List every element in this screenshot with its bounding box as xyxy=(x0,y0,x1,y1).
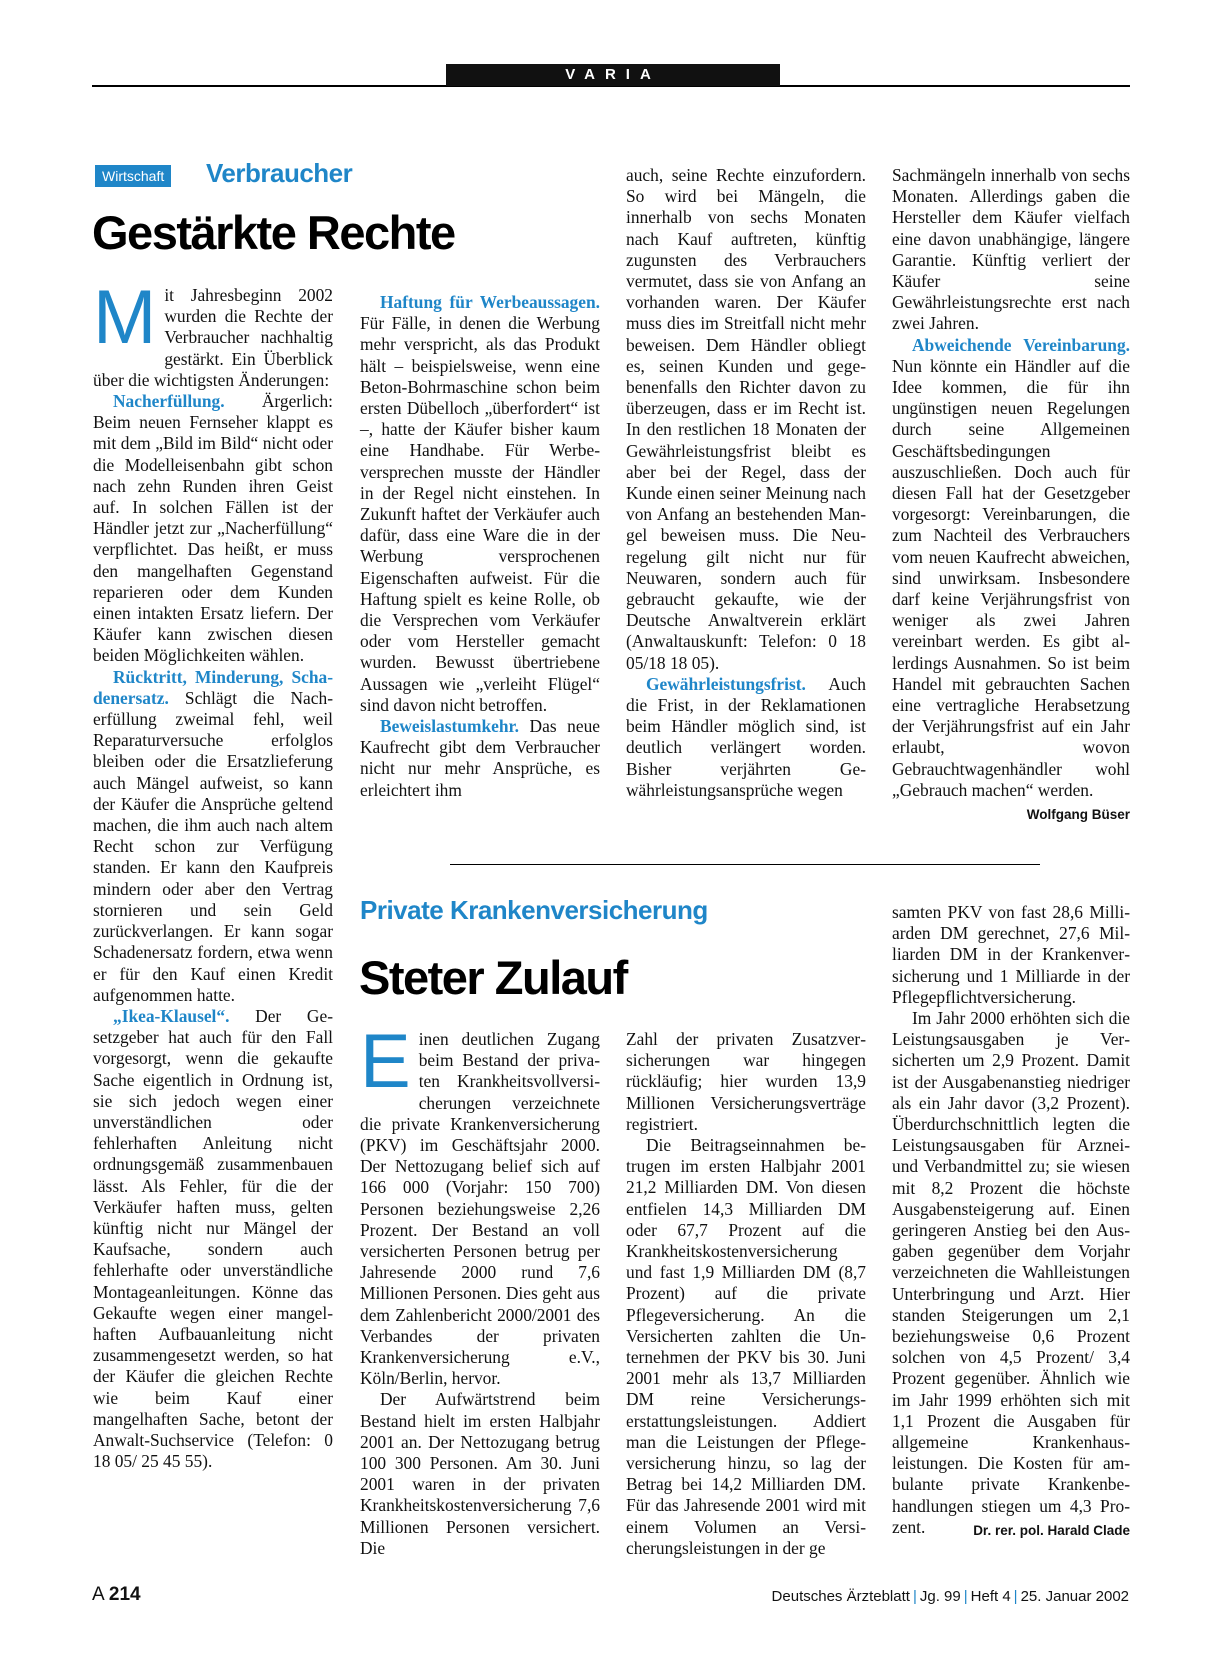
article1-paragraph: „Ikea-Klausel“. Der Gesetzgeber hat auch für den Fall vorgesorgt, wenn die gekaufte Sache eigentlich in Ordnung ist, sie sich jedoch wegen einer unverständlichen oder fehlerhaften Anleitung nicht ordnungsgemäß zusammenbauen lässt. Als Fehler, für die der Verkäufer haften muss, gelten künftig nicht nur Mängel der Kaufsache, sondern auch fehlerhafte oder unverständliche Montageanleitungen. Könne das Gekaufte wegen einer mangelhaften Aufbauanleitung nicht zusammengesetzt werden, so hat der Käufer die gleichen Rechte wie beim Kauf einer mangelhaften Sache, betont der Anwalt-Suchservice (Telefon: 0 18 05/ 25 45 55). xyxy=(93,1005,333,1472)
article2-paragraph: Zahl der privaten Zusatzversicherungen war hingegen rückläufig; hier wurden 13,9 Millionen Versicherungsverträge registriert. xyxy=(626,1029,866,1134)
page-number-value: 214 xyxy=(108,1584,141,1605)
article2-headline: Steter Zulauf xyxy=(359,951,627,1004)
category-tag: Wirtschaft xyxy=(95,165,171,187)
journal-volume: Jg. 99 xyxy=(919,1588,961,1605)
subheading: Gewährleistungsfrist. xyxy=(646,673,806,694)
article1-intro: it Jahresbeginn 2002 wurden die Rechte der Verbraucher nachhaltig gestärkt. Ein Überblick über die wichtigsten Änderungen: xyxy=(93,285,333,390)
article2-paragraph: Der Aufwärtstrend beim Bestand hielt im ersten Halbjahr 2001 an. Der Nettozugang betrug 100 300 Personen. Am 30. Juni 2001 waren in der privaten Krankheitskostenversicherung 7,6 Millionen Personen versichert. Die xyxy=(360,1389,600,1558)
article1-paragraph: Nacherfüllung. Ärgerlich: Beim neuen Fernseher klappt es mit dem „Bild im Bild“ nicht oder die Modelleisenbahn gibt schon nach zehn Runden ihren Geist auf. In solchen Fällen ist der Händler jetzt zur „Nacherfüllung“ verpflichtet. Das heißt, er muss den mangelhaften Gegenstand reparieren oder dem Kunden einen intakten Ersatz liefern. Der Käufer kann zwischen diesen beiden Möglichkeiten wählen. xyxy=(93,391,333,666)
subheading: Abweichende Vereinbarung. xyxy=(912,334,1130,355)
article2-dropcap: E xyxy=(360,1019,411,1104)
article2-paragraph: samten PKV von fast 28,6 Milliarden DM gerechnet, 27,6 Milliarden DM in der Krankenversicherung und 1 Milliarde in der Pflegepflichtversicherung. xyxy=(892,902,1130,1007)
journal-info: Deutsches Ärzteblatt | Jg. 99 | Heft 4 | 25. Januar 2002 xyxy=(771,1588,1129,1605)
subheading: „Ikea-Klausel“. xyxy=(113,1005,230,1026)
article-separator xyxy=(450,864,1040,865)
article1-paragraph: Rücktritt, Minderung, Schadenersatz. Schlägt die Nacherfüllung zweimal fehl, weil Reparaturversuche erfolglos bleiben oder die Ersatzlieferung auch Mängel aufweist, so kann der Käufer die Ansprüche geltend machen, die ihm auch nach altem Recht schon zur Verfügung standen. Er kann den Kaufpreis mindern oder aber den Vertrag stornieren und sein Geld zurückverlangen. Er kann sogar Schadenersatz fordern, etwa wenn er für den Kauf einen Kredit aufgenommen hatte. xyxy=(93,666,333,1005)
article2-paragraph: Im Jahr 2000 erhöhten sich die Leistungsausgaben je Versicherten um 2,9 Prozent. Damit ist der Ausgabenanstieg niedriger als ein Jahr davor (3,2 Prozent). Überdurchschnittlich legten die Leistungsausgaben für Arznei- und Verbandmittel zu; sie wiesen mit 8,2 Prozent die höchste Ausgabensteigerung auf. Einen geringeren Anstieg bei den Ausgaben gegenüber dem Vorjahr verzeichneten die Wahlleistungen Unterbringung und Arzt. Hier standen Steigerungen um 2,1 beziehungsweise 0,6 Prozent solchen von 4,5 Prozent/ 3,4 Prozent gegenüber. Ähnlich wie im Jahr 1999 erhöhten sich mit 1,1 Prozent die Ausgaben für allgemeine Krankenhausleistungen. Die Kosten für ambulante private Krankenbehandlungen stiegen um 4,3 Prozent. Dr. rer. pol. Harald Clade xyxy=(892,1008,1130,1538)
article1-paragraph: Abweichende Vereinbarung. Nun könnte ein Händler auf die Idee kommen, die für ihn ungünstigen neuen Regelungen durch seine Allgemeinen Geschäftsbedingungen auszuschließen. Doch auch für diesen Fall hat der Gesetzgeber vorgesorgt: Vereinbarungen, die zum Nachteil des Verbrauchers vom neuen Kaufrecht abweichen, sind unwirksam. Insbesondere darf keine Verjährungsfrist von weniger als zwei Jahren vereinbart werden. Es gibt allerdings Ausnahmen. So ist beim Handel mit gebrauchten Sachen eine vertragliche Herabsetzung der Verjährungsfrist auf ein Jahr erlaubt, wovon Gebrauchtwagenhändler wohl „Gebrauch machen“ werden. Wolfgang Büser xyxy=(892,335,1130,801)
article1-kicker: Verbraucher xyxy=(206,158,353,188)
article1-headline: Gestärkte Rechte xyxy=(92,206,455,259)
article1-paragraph: Haftung für Werbeaussagen. Für Fälle, in denen die Werbung mehr verspricht, als das Produkt hält – beispielsweise, wenn eine Beton-Bohrmaschine schon beim ersten Dübelloch „überfordert“ ist –, hatte der Käufer bisher kaum eine Handhabe. Für Werbeversprechen musste der Händler in der Regel nicht einstehen. In Zukunft haftet der Verkäufer auch dafür, dass eine Ware die in der Werbung versprochenen Eigenschaften aufweist. Für die Haftung spielt es keine Rolle, ob die Versprechen vom Verkäufer oder vom Hersteller gemacht wurden. Bewusst übertriebene Aussagen wie „verleiht Flügel“ sind davon nicht betroffen. xyxy=(360,292,600,715)
subheading: Beweislastumkehr. xyxy=(380,716,519,737)
article2-column-3 xyxy=(626,1029,866,1559)
journal-name: Deutsches Ärzteblatt xyxy=(771,1588,910,1605)
article2-paragraph: inen deutlichen Zugang beim Bestand der privaten Krankheitsvollversicherungen verzeichnete die private Krankenversicherung (PKV) im Geschäftsjahr 2000. Der Nettozugang belief sich auf 166 000 (Vorjahr: 150 700) Personen beziehungsweise 2,26 Prozent. Der Bestand an voll versicherten Personen betrug per Jahresende 2000 rund 7,6 Millionen Personen. Dies geht aus dem Zahlenbericht 2000/2001 des Verbandes der privaten Krankenversicherung e.V., Köln/Berlin, hervor. xyxy=(360,1029,600,1389)
article2-column-2 xyxy=(360,1019,600,1559)
page-number xyxy=(92,1584,141,1606)
article1-column-1 xyxy=(93,275,333,1472)
section-label: VARIA xyxy=(446,64,780,86)
article1-paragraph: auch, seine Rechte einzufordern. So wird bei Mängeln, die innerhalb von sechs Monaten nach Kauf auftreten, künftig zugunsten des Verbrauchers vermutet, dass sie von Anfang an vorhanden waren. Der Käufer muss dies im Streitfall nicht mehr beweisen. Dem Händler obliegt es, seinen Kunden und gegebenenfalls den Richter davon zu überzeugen, dass er im Recht ist. In den restlichen 18 Monaten der Gewährleistungsfrist bleibt es aber bei der Regel, dass der Kunde einen seiner Meinung nach von Anfang an bestehenden Mangel beweisen muss. Die Neuregelung gilt nicht nur für Neuwaren, sondern auch für gebraucht gekaufte, wie der Deutsche Anwaltverein erklärt (Anwaltauskunft: Telefon: 0 18 05/18 18 05). xyxy=(626,165,866,673)
article1-column-4 xyxy=(892,165,1130,825)
journal-date: 25. Januar 2002 xyxy=(1020,1588,1129,1605)
article2-kicker: Private Krankenversicherung xyxy=(360,895,708,925)
article1-author: Wolfgang Büser xyxy=(1026,807,1130,823)
article2-author: Dr. rer. pol. Harald Clade xyxy=(973,1522,1130,1538)
subheading: Nacherfüllung. xyxy=(113,391,225,412)
subheading: Haftung für Werbeaussagen. xyxy=(380,292,600,312)
subheading: Rücktritt, Minderung, Schadenersatz. xyxy=(93,666,333,708)
page-prefix: A xyxy=(92,1584,104,1605)
article1-dropcap: M xyxy=(93,275,157,360)
article2-paragraph: Die Beitragseinnahmen betrugen im ersten Halbjahr 2001 21,2 Milliarden DM. Von diesen entfielen 14,3 Milliarden DM oder 67,7 Prozent auf die Krankheitskostenversicherung und fast 1,9 Milliarden DM (8,7 Prozent) auf die private Pflegeversicherung. An die Versicherten zahlten die Unternehmen der PKV bis 30. Juni 2001 mehr als 13,7 Milliarden DM reine Versicherungserstattungsleistungen. Addiert man die Leistungen der Pflegeversicherung hinzu, so lag der Betrag bei 14,2 Milliarden DM. Für das Jahresende 2001 wird mit einem Volumen an Versicherungsleistungen in der ge xyxy=(626,1135,866,1558)
article1-column-3 xyxy=(626,165,866,801)
article2-column-4 xyxy=(892,902,1130,1541)
article1-paragraph: Gewährleistungsfrist. Auch die Frist, in der Reklamationen beim Händler möglich sind, ist deutlich verlängert worden. Bisher verjährten Gewährleistungsansprüche wegen xyxy=(626,673,866,800)
article1-paragraph: Beweislastumkehr. Das neue Kaufrecht gibt dem Verbraucher nicht nur mehr Ansprüche, es erleichtert ihm xyxy=(360,716,600,800)
article1-column-2 xyxy=(360,292,600,801)
journal-issue: Heft 4 xyxy=(970,1588,1011,1605)
article1-paragraph: Sachmängeln innerhalb von sechs Monaten. Allerdings gaben die Hersteller dem Käufer vielfach eine davon unabhängige, längere Garantie. Künftig verliert der Käufer seine Gewährleistungsrechte erst nach zwei Jahren. xyxy=(892,165,1130,334)
